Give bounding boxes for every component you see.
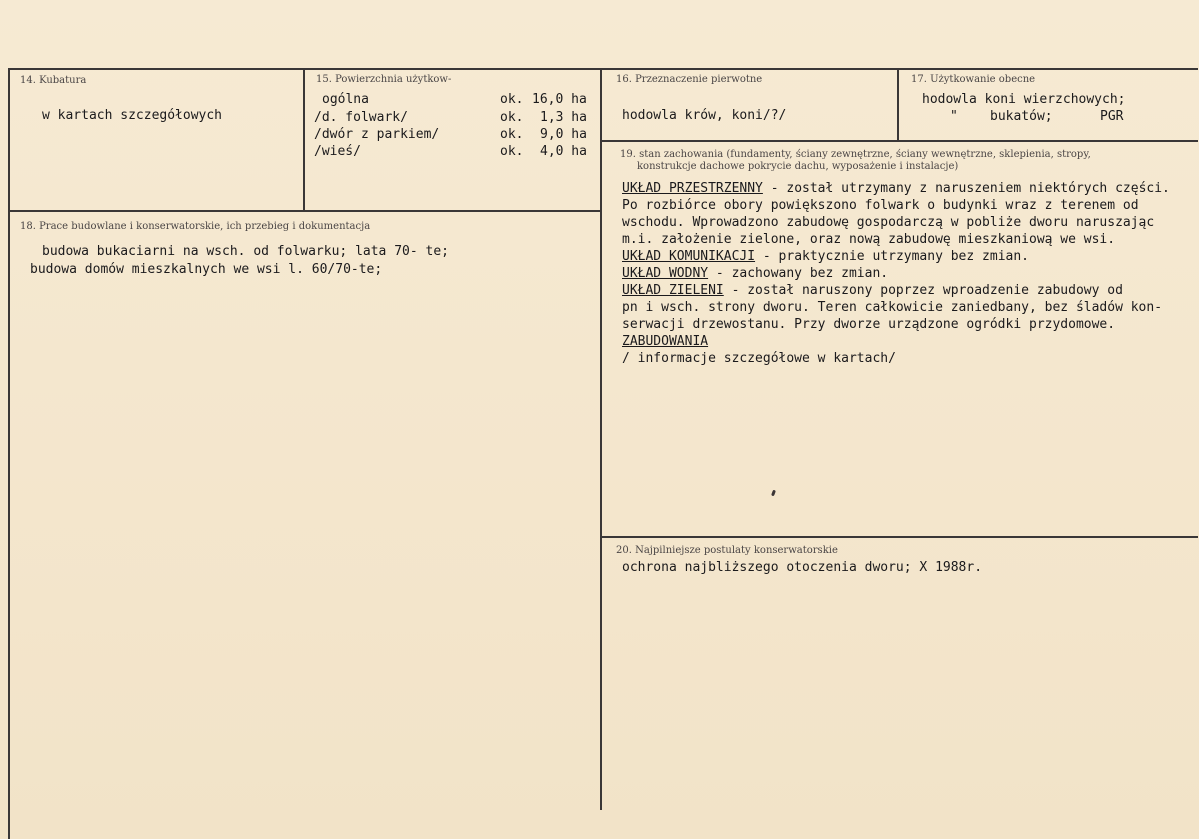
field-20-label: 20. Najpilniejsze postulaty konserwatorskie [616,545,838,556]
field-19-line [622,265,888,283]
area-row-ok: ok. [500,144,524,159]
field-18-label: 18. Prace budowlane i konserwatorskie, ich przebieg i dokumentacja [20,221,371,232]
field-19-label: 19. stan zachowania (fundamenty, ściany zewnętrzne, ściany wewnętrzne, sklepienia, stropy, [620,149,1091,160]
field-17-line2: bukatów; [990,109,1053,124]
field-17-label: 17. Użytkowanie obecne [911,74,1036,85]
left-border [8,68,10,839]
field-20-value: ochrona najbliższego otoczenia dworu; X 1988r. [622,560,983,575]
top-rule [8,68,1198,70]
field-19-line: wschodu. Wprowadzono zabudowę gospodarczą w pobliże dworu naruszając [622,215,1155,230]
ink-speck [771,490,776,497]
field-19-line [622,333,708,351]
area-row-name: /wieś/ [314,144,361,159]
field-19-text: - zachowany bez zmian. [708,266,889,281]
area-row-ok: ok. [500,127,524,142]
area-row-ok: ok. [500,110,524,125]
divider-16-17 [897,69,899,140]
field-15-label: 15. Powierzchnia użytkow- [316,74,452,85]
field-19-line [622,282,1123,300]
rule-above-20 [602,536,1198,538]
field-18-line1: budowa bukaciarni na wsch. od folwarku; lata 70- te; [42,244,449,259]
heading-buildings: ZABUDOWANIA [622,334,709,349]
field-17-pgr: PGR [1100,109,1124,124]
field-19-text: - został utrzymany z naruszeniem niektórych części. [762,181,1170,196]
heading-water: UKŁAD WODNY [622,266,709,281]
rule-under-16-17 [602,140,1198,142]
area-row-name: /dwór z parkiem/ [314,127,440,142]
heading-communication: UKŁAD KOMUNIKACJI [622,249,756,264]
area-row-ok: ok. [500,92,524,107]
field-19-label-cont: konstrukcje dachowe pokrycie dachu, wyposażenie i instalacje) [637,161,959,172]
heading-greenery: UKŁAD ZIELENI [622,283,724,298]
field-14-value: w kartach szczegółowych [42,108,223,123]
divider-14-15 [303,69,305,211]
field-19-line: serwacji drzewostanu. Przy dworze urządzone ogródki przydomowe. [622,317,1116,332]
field-19-line: pn i wsch. strony dworu. Teren całkowicie zaniedbany, bez śladów kon- [622,300,1163,315]
area-row-name: ogólna [322,92,369,107]
field-16-value: hodowla krów, koni/?/ [622,108,787,123]
field-16-label: 16. Przeznaczenie pierwotne [616,74,763,85]
field-18-line2: budowa domów mieszkalnych we wsi l. 60/70-te; [30,262,383,277]
area-row-value: 4,0 ha [540,144,587,159]
field-17-line1: hodowla koni wierzchowych; [922,92,1126,107]
area-row-value: 9,0 ha [540,127,587,142]
area-row-value: 1,3 ha [540,110,587,125]
rule-under-14-15 [8,210,602,212]
field-14-label: 14. Kubatura [20,75,87,86]
center-divider [600,68,602,810]
field-19-line: Po rozbiórce obory powiększono folwark o budynki wraz z terenem od [622,198,1139,213]
field-19-line [622,180,1170,198]
heading-spatial: UKŁAD PRZESTRZENNY [622,181,763,196]
field-19-line: / informacje szczegółowe w kartach/ [622,351,896,366]
area-row-value: 16,0 ha [532,92,587,107]
field-19-text: - praktycznie utrzymany bez zmian. [755,249,1029,264]
field-17-ditto: " [950,109,958,124]
area-row-name: /d. folwark/ [314,110,408,125]
field-19-text: - został naruszony poprzez wproadzenie zabudowy od [723,283,1123,298]
field-19-line [622,248,1029,266]
field-19-line: m.i. założenie zielone, oraz nową zabudowę mieszkaniową we wsi. [622,232,1116,247]
